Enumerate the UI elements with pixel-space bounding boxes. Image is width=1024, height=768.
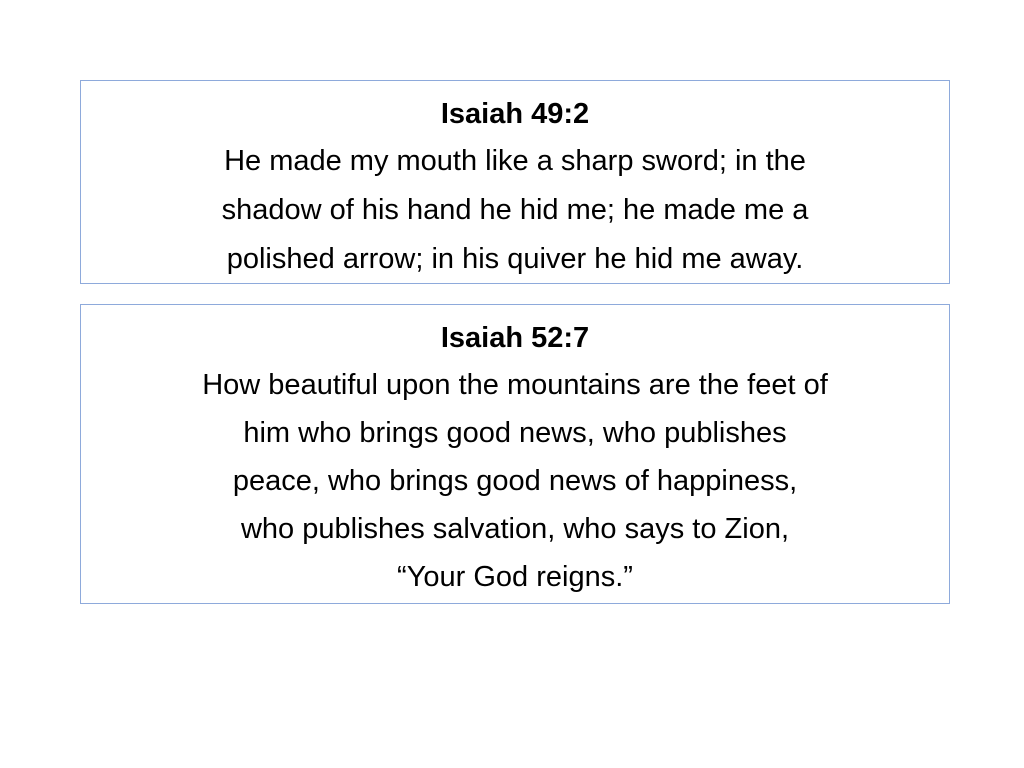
verse-text-line: He made my mouth like a sharp sword; in the <box>224 145 806 177</box>
verse-box-isaiah-49-2 <box>80 80 950 284</box>
verse-text-line: polished arrow; in his quiver he hid me away. <box>226 243 804 275</box>
verse-text-line: shadow of his hand he hid me; he made me a <box>221 194 809 226</box>
verse-box-isaiah-52-7 <box>80 304 950 604</box>
verse-text-line: “Your God reigns.” <box>397 561 633 593</box>
verse-text-line: How beautiful upon the mountains are the feet of <box>202 369 828 401</box>
verse-reference: Isaiah 49:2 <box>440 98 590 130</box>
verse-text-line: peace, who brings good news of happiness, <box>232 465 798 497</box>
verse-text-line: him who brings good news, who publishes <box>243 417 787 449</box>
verse-reference: Isaiah 52:7 <box>440 322 590 354</box>
verse-text-line: who publishes salvation, who says to Zion, <box>240 513 790 545</box>
